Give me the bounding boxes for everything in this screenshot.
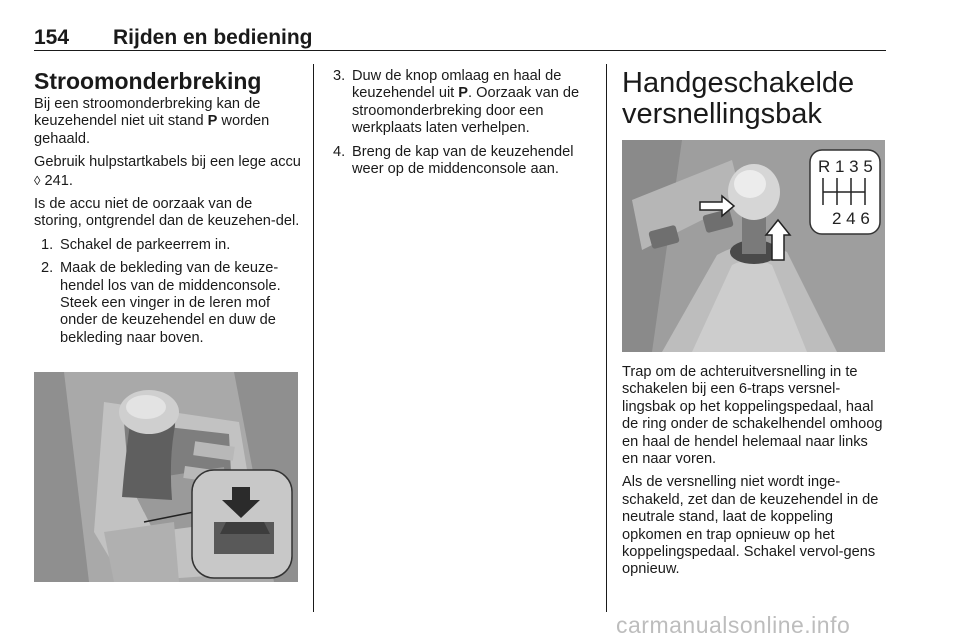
column-3-text (622, 364, 888, 585)
section-heading-stroomonderbreking: Stroomonderbreking (34, 68, 262, 94)
gear-pattern-top: R 1 3 5 (818, 157, 873, 176)
list-item: 2. Maak de bekleding van de keuze-hendel los van de middenconsole. Steek een vinger in de leren mof onder de keuzehendel en duw de bekleding naar boven. (41, 260, 281, 346)
list-item: 4. Breng de kap van de keuzehendel weer op de middenconsole aan. (333, 143, 574, 178)
watermark: carmanualsonline.info (616, 612, 851, 638)
paragraph: Gebruik hulpstartkabels bij een lege accu ◊ 241. (34, 154, 301, 189)
page-number: 154 (34, 26, 70, 49)
page-header (34, 26, 886, 52)
steps-list-continued (333, 68, 595, 178)
paragraph: Bij een stroomonderbreking kan de keuzehendel niet uit stand P worden gehaald. (34, 96, 270, 147)
column-divider-2 (606, 64, 607, 612)
column-3 (622, 68, 888, 130)
chapter-title: Rijden en bediening (113, 26, 313, 49)
column-divider-1 (313, 64, 314, 612)
paragraph: Als de versnelling niet wordt inge-schakeld, zet dan de keuzehendel in de neutrale stand, laat de koppeling opkomen en trap opnieuw op het koppelingspedaal. Schakel vervol-gens opnieuw. (622, 474, 879, 578)
manual-gearbox-illustration (622, 140, 885, 352)
gear-pattern-bottom: 2 4 6 (832, 209, 870, 228)
steps-list (34, 237, 302, 347)
page-reference: 241. (40, 172, 73, 189)
section-heading-handgeschakelde: Handgeschakelde versnellingsbak (622, 67, 855, 130)
list-item: 1. Schakel de parkeerrem in. (41, 236, 231, 253)
column-2 (333, 68, 595, 184)
column-1 (34, 68, 302, 353)
list-item: 3. Duw de knop omlaag en haal de keuzehendel uit P. Oorzaak van de stroomonderbreking door een werkplaats laten verhelpen. (333, 68, 580, 137)
header-rule (34, 50, 886, 51)
reference-icon: ◊ (34, 172, 41, 188)
paragraph: Trap om de achteruitversnelling in te schakelen bij een 6-traps versnel-lingsbak op het koppelingspedaal, haal de ring onder de schakelhendel omhoog en haal de hendel helemaal naar links en naar voren. (622, 364, 883, 468)
selector-lever-illustration (34, 372, 298, 582)
paragraph: Is de accu niet de oorzaak van de storing, ontgrendel dan de keuzehen-del. (34, 196, 300, 230)
